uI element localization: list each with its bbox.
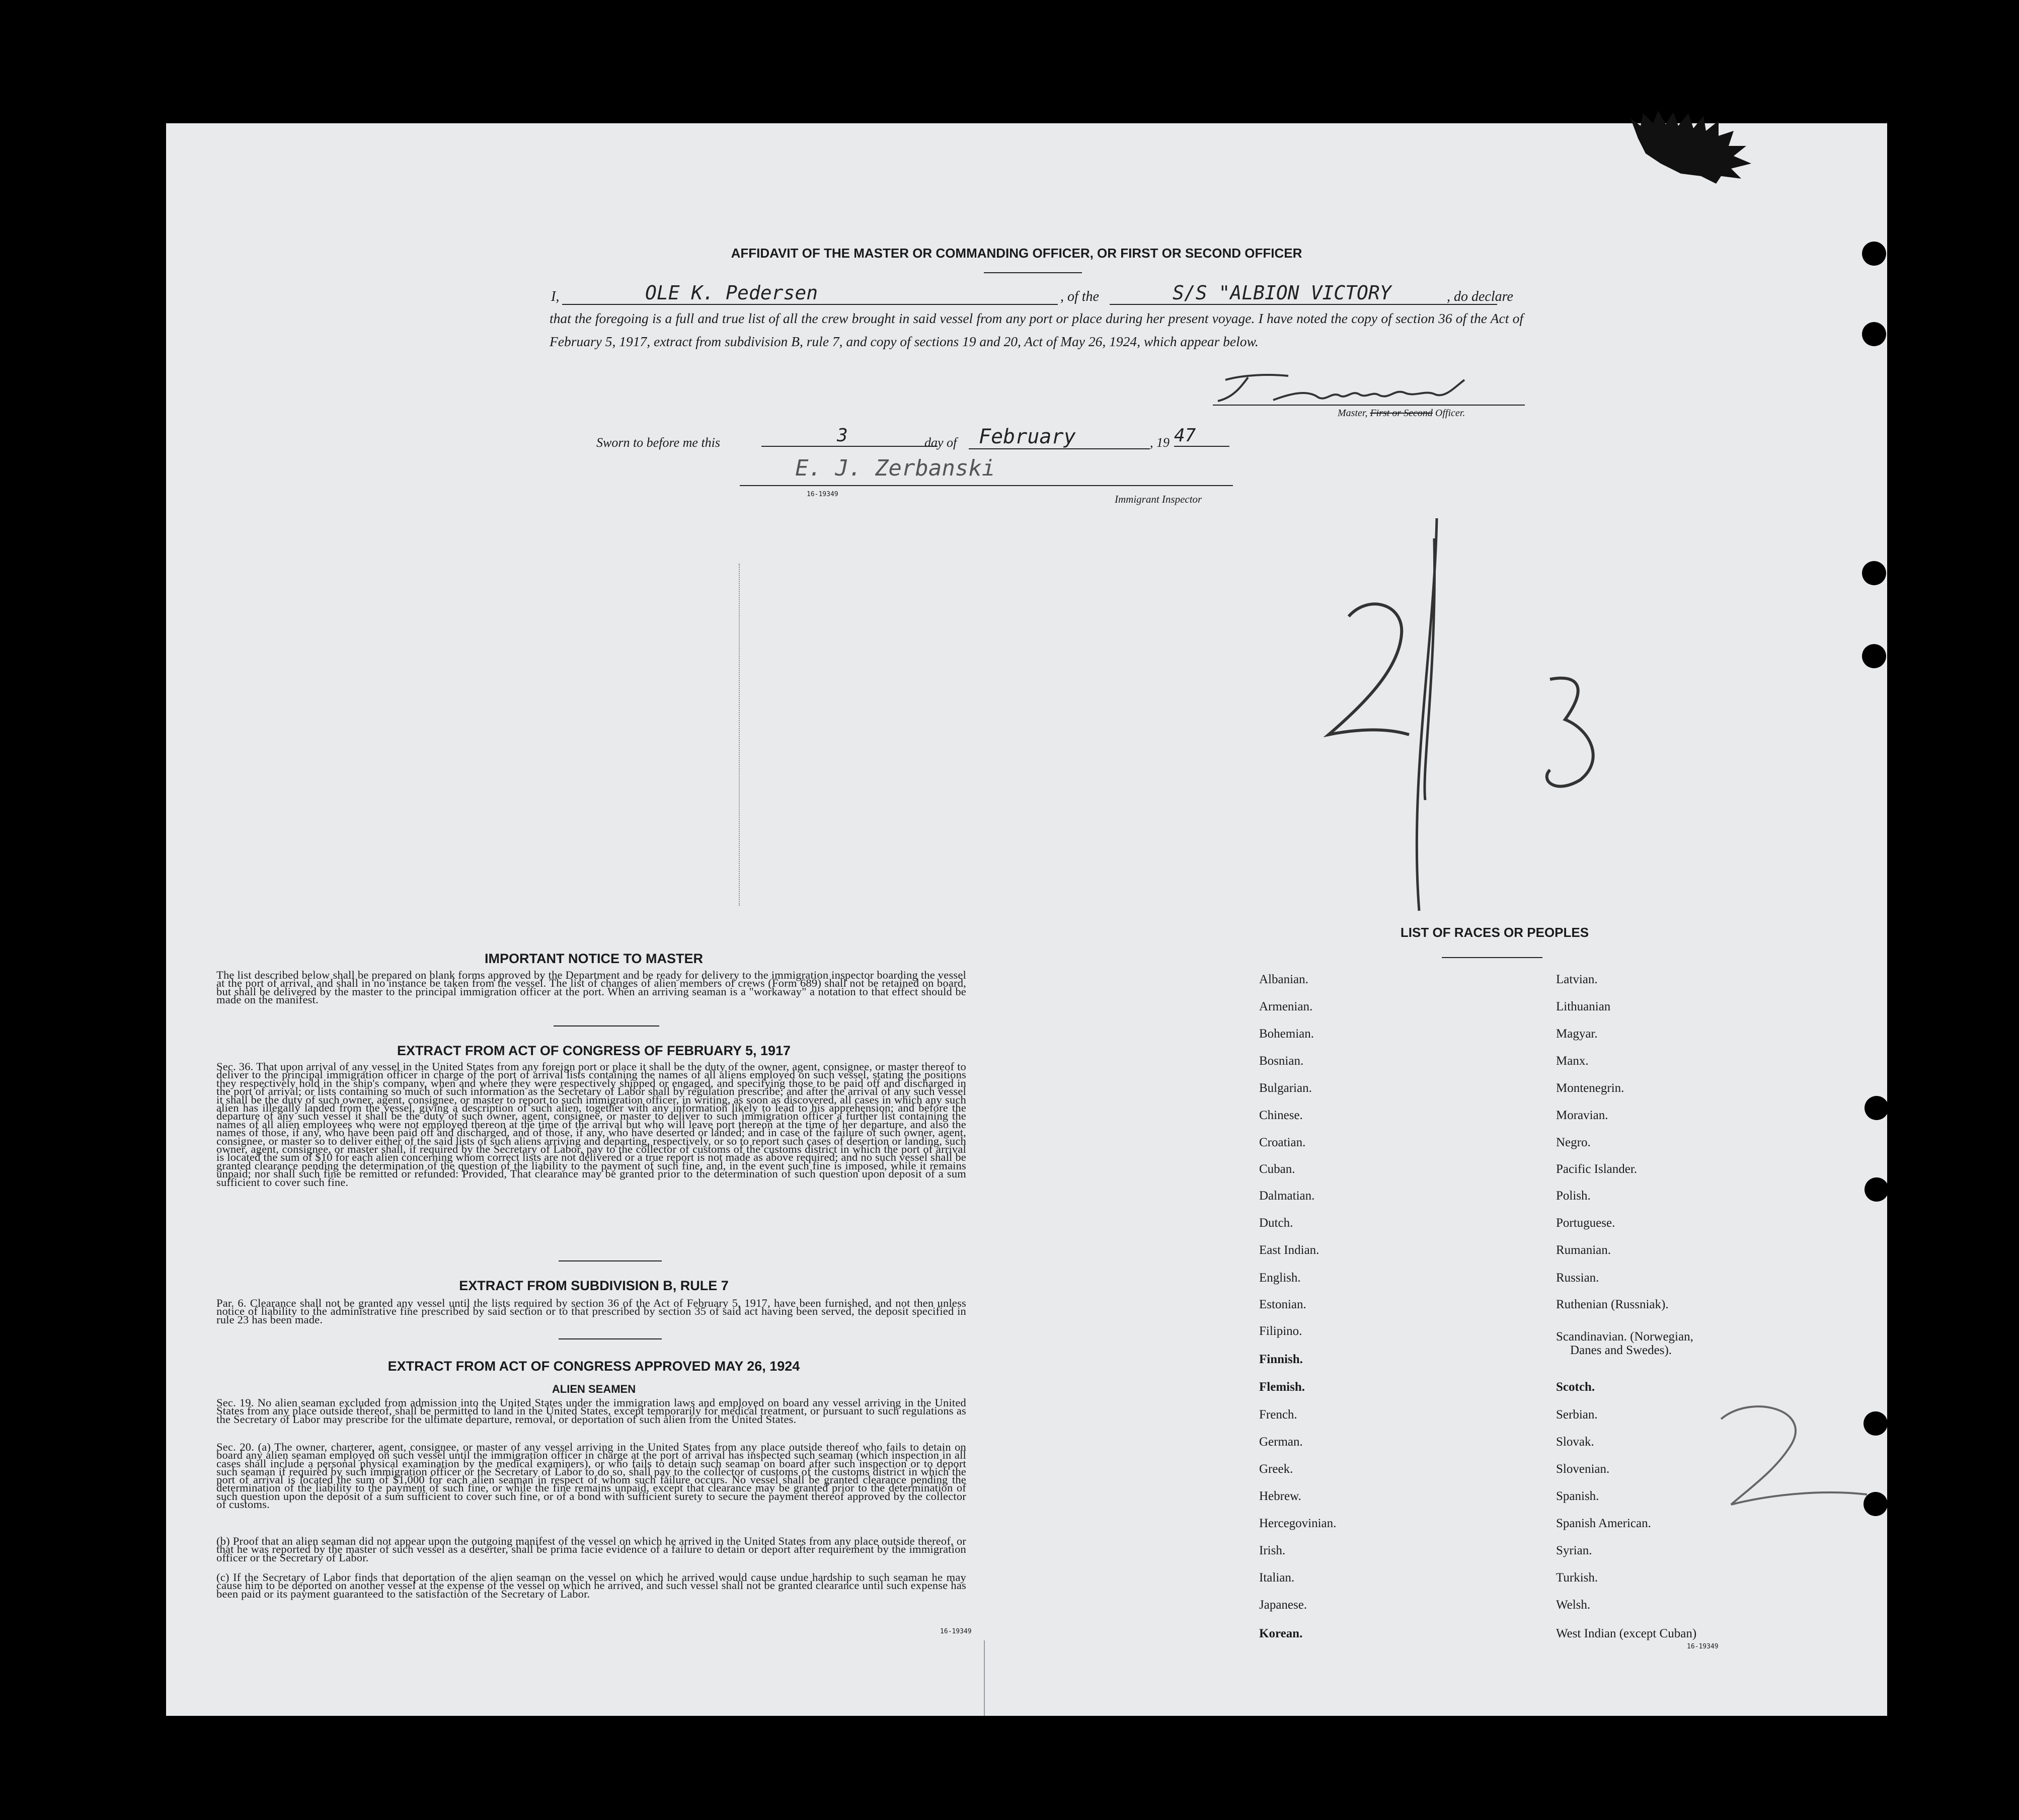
race-left: Bohemian. bbox=[1259, 1027, 1314, 1041]
master-name-field: OLE K. Pedersen bbox=[562, 282, 1058, 305]
margin-annotation bbox=[1711, 1399, 1877, 1515]
race-right: Ruthenian (Russniak). bbox=[1556, 1298, 1669, 1311]
race-left: Dalmatian. bbox=[1259, 1189, 1315, 1203]
race-right: Slovak. bbox=[1556, 1435, 1594, 1449]
sworn-line bbox=[596, 425, 1240, 450]
master-signature bbox=[1213, 370, 1474, 408]
year-prefix: , 19 bbox=[1150, 435, 1170, 450]
notice-divider bbox=[554, 1025, 659, 1026]
race-left: Italian. bbox=[1259, 1571, 1295, 1585]
sworn-prefix: Sworn to before me this bbox=[596, 435, 721, 450]
master-caption-strike: First or Second bbox=[1370, 408, 1433, 419]
race-left: German. bbox=[1259, 1435, 1303, 1449]
race-right: Serbian. bbox=[1556, 1408, 1598, 1421]
race-right: Syrian. bbox=[1556, 1544, 1592, 1557]
declarant-prefix: I, bbox=[551, 289, 560, 304]
race-right: Polish. bbox=[1556, 1189, 1591, 1203]
affidavit-title: AFFIDAVIT OF THE MASTER OR COMMANDING OFFICER, OR FIRST OR SECOND OFFICER bbox=[731, 246, 1302, 261]
extract-form-number: 16-19349 bbox=[940, 1628, 972, 1635]
subdivision-body: Par. 6. Clearance shall not be granted any vessel until the lists required by section 36 of the Act of February 5, 1917, have been furnished, and not then unless notice of liability to the administrative fine prescribed by said section or to that prescribed by section 35 of said act having been served, the deposit specified in rule 23 has been made. bbox=[216, 1297, 966, 1326]
margin-annotation-value bbox=[0, 0, 1, 1]
race-left: Hebrew. bbox=[1259, 1489, 1301, 1503]
dotted-guide bbox=[739, 564, 740, 906]
race-left: Albanian. bbox=[1259, 973, 1308, 986]
of-the-label: , of the bbox=[1060, 289, 1099, 304]
subdivision-title: EXTRACT FROM SUBDIVISION B, RULE 7 bbox=[459, 1278, 729, 1293]
races-title-underline bbox=[1442, 957, 1542, 958]
race-left: Croatian. bbox=[1259, 1136, 1306, 1149]
seal-icon bbox=[1620, 108, 1761, 184]
race-right: West Indian (except Cuban) bbox=[1556, 1627, 1697, 1640]
race-right: Russian. bbox=[1556, 1271, 1599, 1285]
inspector-caption: Immigrant Inspector bbox=[1115, 493, 1202, 505]
race-left: Chinese. bbox=[1259, 1109, 1303, 1122]
sworn-month-field: February bbox=[969, 425, 1150, 449]
extract-1917-divider bbox=[559, 1260, 662, 1261]
declaration-body: that the foregoing is a full and true list of all the crew brought in said vessel from any port or place during her present voyage. I have noted the copy of section 36 of the Act of February 5, 1917, extract from subdivision B, rule 7, and copy of sections 19 and 20, Act of May 26, 1924, which appear below. bbox=[550, 310, 1523, 349]
race-left: French. bbox=[1259, 1408, 1297, 1421]
race-right: Slovenian. bbox=[1556, 1462, 1610, 1476]
race-left: English. bbox=[1259, 1271, 1301, 1285]
title-underline bbox=[984, 272, 1082, 273]
sec20a-body: Sec. 20. (a) The owner, charterer, agent, consignee, or master of any vessel arriving in the United States from any place outside thereof who fails to detain on board any alien seaman employed on such vessel until the immigration officer in charge at the port of arrival has inspected such seaman (which inspection in all cases shall include a personal physical examination by the medical examiners), or who fails to detain such seaman on board after such inspection or to deport such seaman if required by such immigration officer or the Secretary of Labor to do so, shall pay to the collector of customs of the customs district in which the port of arrival is located the sum of $1,000 for each alien seaman in respect of whom such failure occurs. No vessel shall be granted clearance pending the determination of the liability to the payment of such fine, or while the fine remains unpaid, except that clearance may be granted prior to the determination of such question upon the deposit of a sum sufficient to cover such fine, or of a bond with sufficient surety to secure the payment thereof approved by the collector of customs. bbox=[216, 1441, 966, 1511]
race-left: Filipino. bbox=[1259, 1324, 1302, 1338]
race-left: Estonian. bbox=[1259, 1298, 1306, 1311]
race-right: Rumanian. bbox=[1556, 1243, 1611, 1257]
race-left: Irish. bbox=[1259, 1544, 1286, 1557]
form-number: 16-19349 bbox=[807, 491, 838, 498]
master-caption-post: Officer. bbox=[1435, 408, 1465, 419]
race-right: Welsh. bbox=[1556, 1598, 1591, 1612]
vessel-name-field: S/S "ALBION VICTORY bbox=[1110, 282, 1497, 305]
race-right: Montenegrin. bbox=[1556, 1081, 1624, 1095]
race-right: Portuguese. bbox=[1556, 1216, 1615, 1230]
race-left: East Indian. bbox=[1259, 1243, 1319, 1257]
race-right: Spanish. bbox=[1556, 1489, 1599, 1503]
race-left: Dutch. bbox=[1259, 1216, 1293, 1230]
punch-hole bbox=[1862, 644, 1886, 668]
race-right: Latvian. bbox=[1556, 973, 1598, 986]
punch-hole bbox=[1865, 1177, 1889, 1202]
extract-1924-title: EXTRACT FROM ACT OF CONGRESS APPROVED MAY 26, 1924 bbox=[387, 1359, 800, 1374]
race-right: Moravian. bbox=[1556, 1109, 1608, 1122]
race-left: Japanese. bbox=[1259, 1598, 1307, 1612]
sec20b-body: (b) Proof that an alien seaman did not appear upon the outgoing manifest of the vessel on which he arrived in the United States from any place outside thereof, or that he was reported by the master of such vessel as a deserter, shall be prima facie evidence of a failure to detain or deport after requirement by the immigration officer or the Secretary of Labor. bbox=[216, 1535, 966, 1564]
race-right: Negro. bbox=[1556, 1136, 1591, 1149]
inspector-signature-line bbox=[740, 485, 1233, 486]
race-left: Cuban. bbox=[1259, 1162, 1295, 1176]
inspector-signature: E. J. Zerbanski bbox=[795, 455, 995, 481]
alien-seamen-subtitle: ALIEN SEAMEN bbox=[552, 1383, 636, 1395]
race-right: Spanish American. bbox=[1556, 1517, 1651, 1530]
race-left: Armenian. bbox=[1259, 1000, 1313, 1013]
races-form-number: 16-19349 bbox=[1687, 1643, 1719, 1650]
race-right: Scandinavian. (Norwegian, bbox=[1556, 1330, 1693, 1343]
race-left: Korean. bbox=[1259, 1627, 1303, 1640]
do-declare-label: , do declare bbox=[1447, 289, 1513, 304]
race-right: Scotch. bbox=[1556, 1380, 1595, 1394]
declaration-line bbox=[551, 282, 1527, 307]
master-caption bbox=[1338, 408, 1465, 419]
sec19-body: Sec. 19. No alien seaman excluded from admission into the United States under the immigration laws and employed on board any vessel arriving in the United States from any place outside thereof, shall be permitted to land in the United States, except temporarily for medical treatment, or pursuant to such regulations as the Secretary of Labor may prescribe for the ultimate departure, removal, or deportation of such alien from the United States. bbox=[216, 1396, 966, 1426]
page-fold bbox=[984, 1640, 985, 1716]
races-title: LIST OF RACES OR PEOPLES bbox=[1400, 925, 1589, 940]
race-right: Lithuanian bbox=[1556, 1000, 1611, 1013]
notice-body: The list described below shall be prepared on blank forms approved by the Department and be ready for delivery to the immigration inspector boarding the vessel at the port of arrival, and shall in no instance be taken from the vessel. The list of changes of alien members of crews (Form 689) shall not be retained on board, but shall be delivered by the master to the principal immigration officer at the port. When an arriving seaman is a "workaway" a notation to that effect should be made on the manifest. bbox=[216, 969, 966, 1006]
punch-hole bbox=[1862, 322, 1886, 346]
master-signature-line bbox=[1213, 405, 1525, 406]
extract-1917-body: Sec. 36. That upon arrival of any vessel in the United States from any foreign port or place it shall be the duty of the owner, agent, consignee, or master thereof to deliver to the principal immigration officer in charge of the port of arrival lists containing the names of all aliens employed on such vessel, stating the positions they respectively hold in the ship's company, when and where they were respectively shipped or engaged, and specifying those to be paid off and discharged in the port of arrival; or lists containing so much of such information as the Secretary of Labor shall by regulation prescribe; and after the arrival of any such vessel it shall be the duty of such owner, agent, consignee, or master to report to such immigration officer, in writing, as soon as discovered, all cases in which any such alien has illegally landed from the vessel, giving a description of such alien, together with any information likely to lead to his apprehension; and before the departure of any such vessel it shall be the duty of such owner, agent, consignee, or master to deliver to such immigration officer a further list containing the names of all alien employees who were not employed thereon at the time of the arrival but who will leave port thereon at the time of her departure, and also the names of those, if any, who have been paid off and discharged, and of those, if any, who have deserted or landed; and in case of the failure of such owner, agent, consignee, or master so to deliver either of the said lists of such aliens arriving and departing, respectively, or so to report such cases of desertion or landing, such owner, agent, consignee, or master shall, if required by the Secretary of Labor, pay to the collector of customs of the customs district in which the port of arrival is located the sum of $10 for each alien concerning whom correct lists are not delivered or a true report is not made as above required; and no such vessel shall be granted clearance pending the determination of the question of the liability to the payment of such fine, and, in the event such fine is imposed, while it remains unpaid; nor shall such fine be remitted or refunded: Provided, That clearance may be granted prior to the determination of such question upon deposit of a sum sufficient to cover such fine. bbox=[216, 1060, 966, 1189]
extract-1917-title: EXTRACT FROM ACT OF CONGRESS OF FEBRUARY 5, 1917 bbox=[397, 1043, 791, 1058]
race-right: Turkish. bbox=[1556, 1571, 1598, 1585]
punch-hole bbox=[1862, 242, 1886, 266]
race-left: Bosnian. bbox=[1259, 1054, 1304, 1068]
race-left: Greek. bbox=[1259, 1462, 1293, 1476]
sworn-day-field: 3 bbox=[761, 425, 938, 447]
race-left: Finnish. bbox=[1259, 1353, 1303, 1366]
punch-hole bbox=[1865, 1096, 1889, 1120]
race-right: Manx. bbox=[1556, 1054, 1589, 1068]
sworn-year-field: 47 bbox=[1174, 425, 1229, 447]
punch-hole bbox=[1862, 561, 1886, 585]
race-left: Flemish. bbox=[1259, 1380, 1305, 1394]
race-right: Pacific Islander. bbox=[1556, 1162, 1638, 1176]
handwritten-annotation bbox=[1308, 518, 1661, 926]
race-left: Hercegovinian. bbox=[1259, 1517, 1337, 1530]
master-caption-pre: Master, bbox=[1338, 408, 1368, 419]
day-of-label: day of bbox=[924, 435, 957, 450]
race-right: Magyar. bbox=[1556, 1027, 1598, 1041]
sec20c-body: (c) If the Secretary of Labor finds that deportation of the alien seaman on the vessel on which he arrived would cause undue hardship to such seaman he may cause him to be deported on another vessel at the expense of the vessel on which he arrived, and such vessel shall not be granted clearance until such expense has been paid or its payment guaranteed to the satisfaction of the Secretary of Labor. bbox=[216, 1571, 966, 1600]
subdivision-divider bbox=[559, 1338, 662, 1339]
race-left: Bulgarian. bbox=[1259, 1081, 1312, 1095]
race-right: Danes and Swedes). bbox=[1570, 1343, 1672, 1357]
notice-title: IMPORTANT NOTICE TO MASTER bbox=[485, 951, 703, 966]
